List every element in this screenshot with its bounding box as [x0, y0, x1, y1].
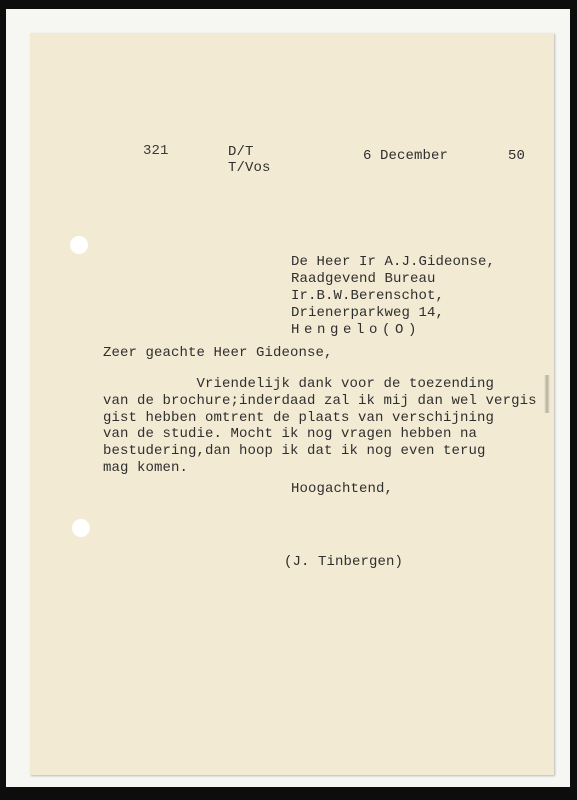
- signature-name: (J. Tinbergen): [284, 554, 404, 570]
- body-line-3: gist hebben omtrent de plaats van verschijning: [103, 410, 495, 426]
- reference-code-2: T/Vos: [228, 160, 271, 176]
- body-line-1: Vriendelijk dank voor de toezending: [103, 376, 495, 392]
- address-line-5: Hengelo(O): [291, 322, 422, 338]
- salutation: Zeer geachte Heer Gideonse,: [103, 345, 333, 361]
- body-line-2: van de brochure;inderdaad zal ik mij dan wel vergis: [103, 393, 537, 409]
- punch-hole-top: [70, 236, 88, 254]
- body-line-4: van de studie. Mocht ik nog vragen hebben na: [103, 426, 478, 442]
- body-line-5: bestudering,dan hoop ik dat ik nog even terug: [103, 443, 486, 459]
- closing: Hoogachtend,: [291, 481, 394, 497]
- letter-date: 6 December: [363, 148, 449, 164]
- reference-number: 321: [143, 143, 169, 159]
- reference-code-1: D/T: [228, 144, 254, 160]
- punch-hole-bottom: [72, 519, 90, 537]
- address-line-2: Raadgevend Bureau: [291, 271, 436, 287]
- address-line-1: De Heer Ir A.J.Gideonse,: [291, 254, 496, 270]
- address-line-4: Drienerparkweg 14,: [291, 305, 445, 321]
- ink-smudge: [544, 375, 550, 413]
- letter-year: 50: [508, 148, 526, 164]
- address-line-3: Ir.B.W.Berenschot,: [291, 288, 445, 304]
- body-line-6: mag komen.: [103, 460, 189, 476]
